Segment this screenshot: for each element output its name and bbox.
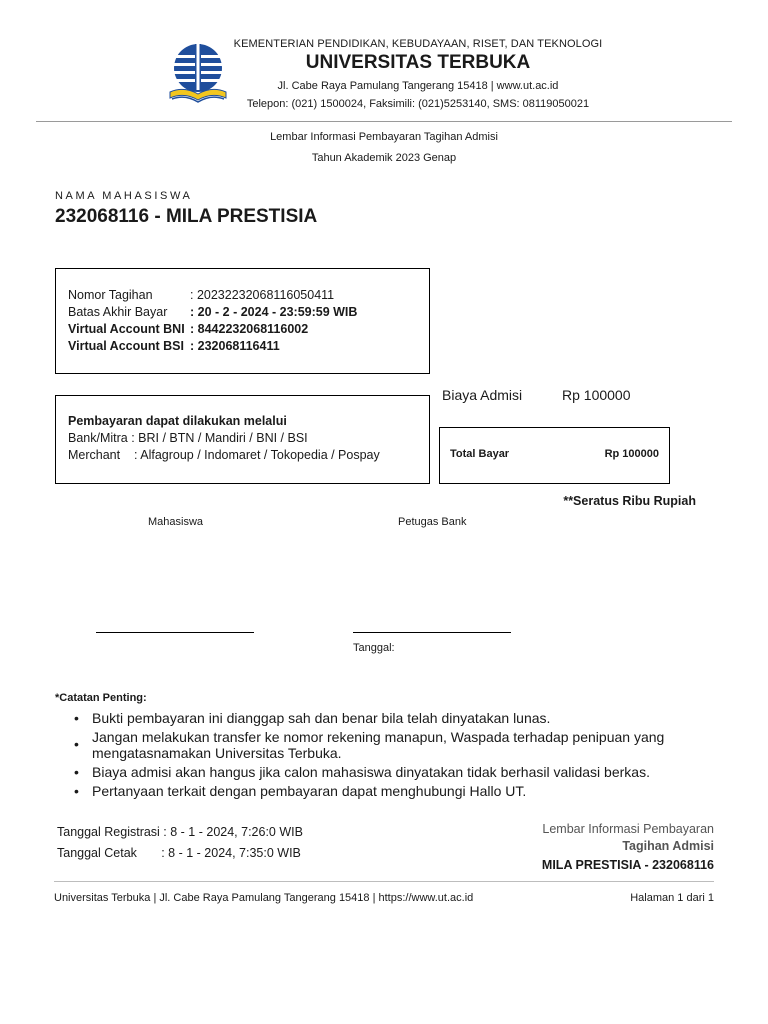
academic-year: Tahun Akademik 2023 Genap: [311, 152, 457, 164]
total-bayar-value: Rp 100000: [604, 448, 659, 460]
nomor-tagihan-label: Nomor Tagihan: [68, 288, 153, 302]
total-bayar-label: Total Bayar: [450, 448, 510, 460]
note-item: • Bukti pembayaran ini dianggap sah dan benar bila telah dinyatakan lunas.: [74, 710, 551, 726]
stub-subtitle: Tagihan Admisi: [622, 839, 714, 853]
note-item: • Pertanyaan terkait dengan pembayaran dapat menghubungi Hallo UT.: [74, 783, 527, 799]
note-item: • Jangan melakukan transfer ke nomor rekening manapun, Waspada terhadap penipuan yang mengatasnamakan Universitas Terbuka.: [74, 729, 665, 761]
signature-date-label: Tanggal:: [353, 642, 395, 654]
footer-address: Universitas Terbuka | Jl. Cabe Raya Pamulang Tangerang 15418 | https://www.ut.ac.id: [54, 892, 474, 904]
signature-mahasiswa-label: Mahasiswa: [148, 516, 204, 528]
biaya-admisi-value: Rp 100000: [562, 387, 631, 403]
tanggal-cetak: Tanggal Cetak : 8 - 1 - 2024, 7:35:0 WIB: [57, 846, 301, 860]
batas-akhir-row: [56, 305, 429, 321]
signature-petugas-label: Petugas Bank: [398, 516, 467, 528]
va-bsi-row: [56, 339, 429, 355]
ministry-name: KEMENTERIAN PENDIDIKAN, KEBUDAYAAN, RISET, DAN TEKNOLOGI: [233, 38, 603, 50]
biaya-admisi-label: Biaya Admisi: [442, 387, 523, 403]
va-bsi-label: Virtual Account BSI: [68, 339, 184, 353]
notes-heading: *Catatan Penting:: [55, 692, 147, 704]
stub-title: Lembar Informasi Pembayaran: [542, 822, 714, 836]
bullet-icon: •: [74, 736, 79, 752]
header-divider: [36, 121, 732, 122]
bullet-icon: •: [74, 764, 79, 780]
bullet-icon: •: [74, 783, 79, 799]
va-bsi-value: : 232068116411: [190, 339, 280, 353]
total-bayar-box: [439, 427, 670, 484]
va-bni-value: : 8442232068116002: [190, 322, 309, 336]
billing-info-box: [55, 268, 430, 374]
payment-bank-list: Bank/Mitra : BRI / BTN / Mandiri / BNI / BSI: [68, 431, 308, 445]
ut-logo-icon: [168, 42, 228, 108]
notes-list: [72, 710, 712, 802]
footer-divider: [54, 881, 714, 882]
signature-line-petugas: [353, 632, 511, 633]
nomor-tagihan-row: [56, 288, 429, 304]
nomor-tagihan-value: : 20232232068116050411: [190, 288, 335, 302]
tanggal-registrasi: Tanggal Registrasi : 8 - 1 - 2024, 7:26:0 WIB: [57, 825, 303, 839]
amount-in-words: **Seratus Ribu Rupiah: [563, 494, 696, 508]
student-name: 232068116 - MILA PRESTISIA: [55, 206, 318, 227]
student-name-label: NAMA MAHASISWA: [55, 190, 193, 202]
university-name: UNIVERSITAS TERBUKA: [305, 52, 531, 73]
page-number: Halaman 1 dari 1: [630, 892, 714, 904]
university-address: Jl. Cabe Raya Pamulang Tangerang 15418 | www.ut.ac.id: [277, 80, 559, 92]
batas-akhir-label: Batas Akhir Bayar: [68, 305, 168, 319]
university-contact: Telepon: (021) 1500024, Faksimili: (021)5253140, SMS: 08119050021: [246, 98, 590, 110]
stub-student: MILA PRESTISIA - 232068116: [541, 858, 714, 872]
payment-merchant-list: Merchant : Alfagroup / Indomaret / Tokopedia / Pospay: [68, 448, 380, 462]
note-item: • Biaya admisi akan hangus jika calon mahasiswa dinyatakan tidak berhasil validasi berkas.: [74, 764, 650, 780]
va-bni-label: Virtual Account BNI: [68, 322, 185, 336]
payment-heading: Pembayaran dapat dilakukan melalui: [68, 414, 287, 428]
bullet-icon: •: [74, 710, 79, 726]
payment-methods-box: [55, 395, 430, 484]
signature-line-mahasiswa: [96, 632, 254, 633]
batas-akhir-value: : 20 - 2 - 2024 - 23:59:59 WIB: [190, 305, 358, 319]
document-title: Lembar Informasi Pembayaran Tagihan Admisi: [270, 131, 498, 143]
va-bni-row: [56, 322, 429, 338]
